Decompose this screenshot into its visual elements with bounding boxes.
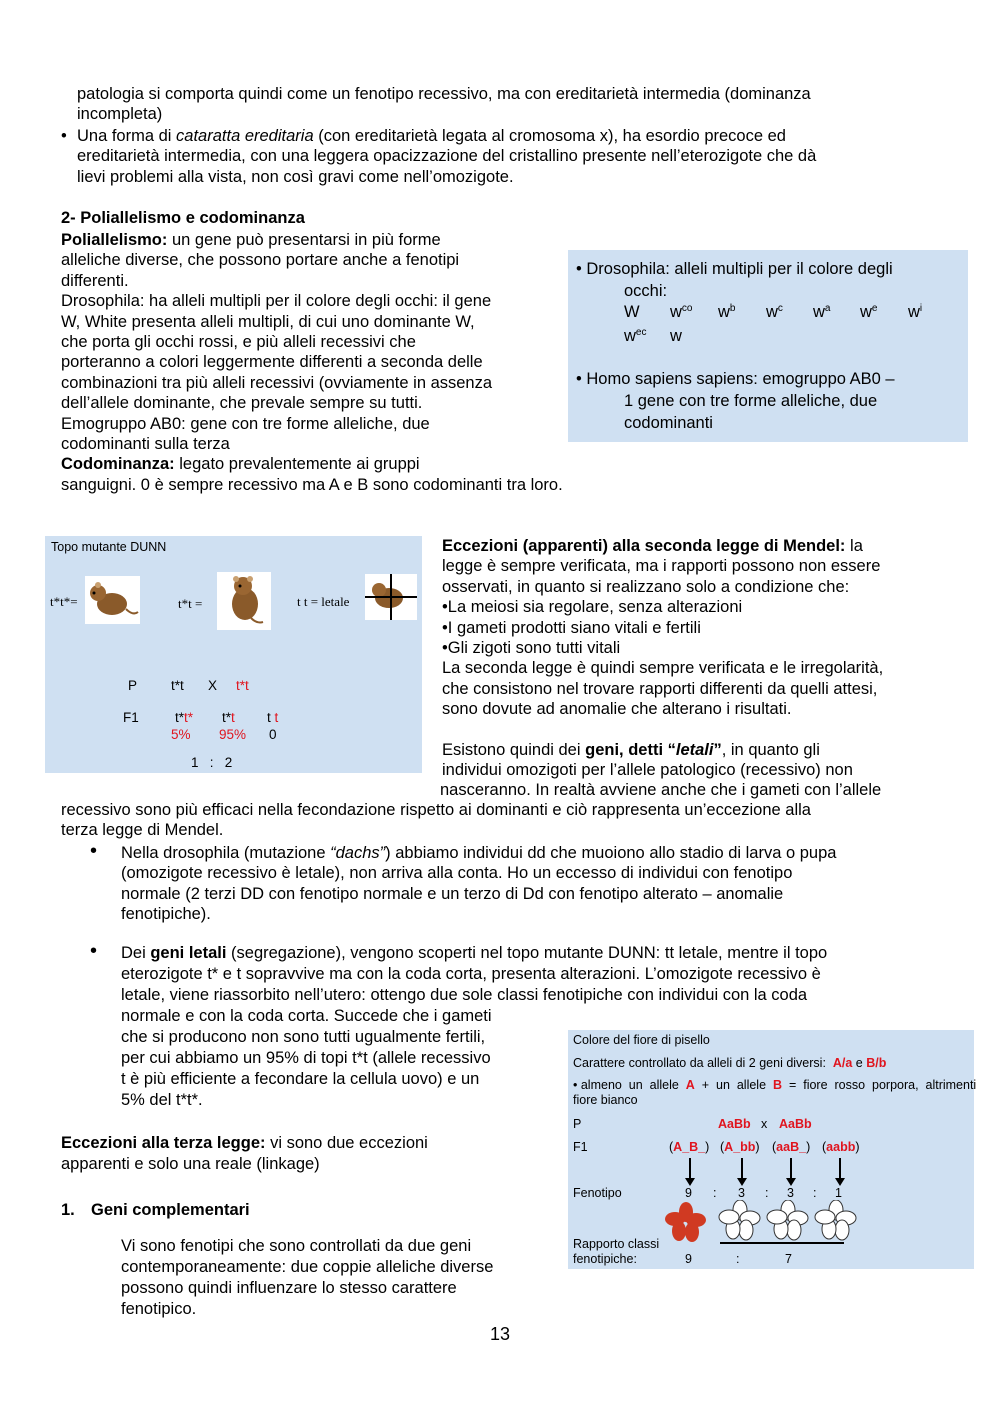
bullet-dunn: Dei geni letali (segregazione), vengono scoperti nel topo mutante DUNN: tt letale, mentre il topo eterozigote t* e t sopravvive ma con la coda corta, presenta alterazioni. L’omozigote recessivo è letale, viene riassorbito nell’utero: ottengo due sole classi fenotipiche con individui con la coda normale e con la coda corta. Succede che i gameti che si producono non sono tutti ugualmente fertili, per cui abbiamo un 95% di topi t*t (allele recessivo t è più efficiente a fecondare la cellula uovo) e un 5% del t*t*. xyxy=(121,944,828,1109)
box-line: 1 gene con tre forme alleliche, due xyxy=(624,392,878,410)
mouse-image xyxy=(217,572,271,630)
ratio-value: 9 xyxy=(685,1252,692,1266)
flower-icons xyxy=(664,1200,864,1244)
section2-body: Poliallelismo: un gene può presentarsi in più forme alleliche diverse, che possono portare anche a fenotipi differenti. Drosophila: ha alleli multipli per il colore degli occhi: il gene W, White presenta alleli multipli, di cui uno dominante W, che porta gli occhi rossi, e più alleli recessivi che porteranno a colori leggermente differenti a seconda delle combinazioni tra più alleli recessivi (ovviamente in assenza dell’allele dominante, che prevale sempre su tutti. Emogruppo AB0: gene con tre forme alleliche, due codominanti sulla terza Codominanza: legato prevalentemente ai gruppi sanguigni. 0 è sempre recessivo ma A e B sono codominanti tra loro. xyxy=(61,231,563,494)
white-flower-icon xyxy=(719,1200,760,1240)
ratio-value: : xyxy=(736,1252,740,1266)
mouse-image xyxy=(85,576,140,624)
f1-class: (aabb) xyxy=(822,1140,860,1154)
phenotype-value: 9 xyxy=(685,1186,692,1200)
box-line: Carattere controllato da alleli di 2 geni diversi: A/a e B/b xyxy=(573,1056,887,1070)
bullet-drosophila: Nella drosophila (mutazione “dachs”) abbiamo individui dd che muoiono allo stadio di larva o pupa (omozigote recessivo è letale), non arriva alla conta. Ho un eccesso di individui con fenotipo normale (2 terzi DD con fenotipo normale e un terzo di Dd con fenotipo alterato – anomalie fenotipiche). xyxy=(121,844,837,924)
allele: $w^{ec}$ xyxy=(624,327,647,345)
box-line: • Drosophila: alleli multipli per il colore degli xyxy=(576,260,893,278)
bullet-dot: • xyxy=(61,127,67,145)
mouse-dunn-box xyxy=(45,536,422,773)
mendel2-line: recessivo sono più efficaci nella fecondazione rispetto ai dominanti e ciò rappresenta un’eccezione alla xyxy=(61,801,811,819)
box-line: • Homo sapiens sapiens: emogruppo AB0 – xyxy=(576,370,895,388)
allele: w xyxy=(670,327,682,345)
f1-genotype: t t xyxy=(267,710,279,725)
phenotype-value: : xyxy=(813,1186,817,1200)
bullet-dot: • xyxy=(90,840,98,862)
intro-line: patologia si comporta quindi come un fenotipo recessivo, ma con ereditarietà intermedia (dominanza xyxy=(77,85,811,103)
list-number: 1. xyxy=(61,1201,75,1219)
f1-class: (A_bb) xyxy=(720,1140,760,1154)
allele: W xyxy=(624,303,640,321)
f1-label: F1 xyxy=(573,1140,588,1154)
phenotype-label: Fenotipo xyxy=(573,1186,622,1200)
f1-genotype: t*t* xyxy=(175,710,194,725)
genotype-label: t*t*= xyxy=(50,594,78,609)
phenotype-value: 3 xyxy=(738,1186,745,1200)
ratio-label: Rapporto classi fenotipiche: xyxy=(573,1237,660,1266)
f1-class: (A_B_) xyxy=(669,1140,710,1154)
phenotype-value: 3 xyxy=(787,1186,794,1200)
down-arrow-icon xyxy=(790,1158,792,1180)
box-title: Topo mutante DUNN xyxy=(51,540,167,554)
cross-parent: t*t xyxy=(236,678,249,693)
cross-parent: AaBb xyxy=(718,1117,751,1131)
box-line: fiore bianco xyxy=(573,1093,638,1107)
alleles-box xyxy=(568,250,968,442)
intro-bullet-line: Una forma di cataratta ereditaria (con ereditarietà legata al cromosoma x), ha esordio precoce ed xyxy=(77,127,786,145)
subsection-heading: Geni complementari xyxy=(91,1201,250,1219)
allele: $w^{co}$ xyxy=(670,303,693,321)
cross-parent: t*t xyxy=(171,678,184,693)
allele: $w^e$ xyxy=(860,303,878,321)
page-number: 13 xyxy=(490,1324,511,1344)
down-arrow-icon xyxy=(689,1158,691,1180)
cross-x: X xyxy=(208,678,218,693)
mendel3-intro: Eccezioni alla terza legge: vi sono due eccezioni apparenti e solo una reale (linkage) xyxy=(61,1134,428,1173)
box-line: • almeno un allele A + un allele B = fiore rosso porpora, altrimenti xyxy=(573,1078,977,1092)
red-flower-icon xyxy=(665,1202,706,1242)
intro-line: incompleta) xyxy=(77,105,163,124)
phenotype-value: 1 xyxy=(835,1186,842,1200)
flower-color-box xyxy=(568,1030,977,1269)
f1-percent: 5% xyxy=(171,727,191,742)
intro-bullet-line: lievi problemi alla vista, non così gravi come nell’omozigote. xyxy=(77,167,514,186)
allele: $w^c$ xyxy=(766,303,783,321)
bullet-dot: • xyxy=(90,940,98,962)
mendel2-line: terza legge di Mendel. xyxy=(61,821,224,839)
box-title: Colore del fiore di pisello xyxy=(573,1033,710,1047)
allele: $w^a$ xyxy=(813,303,831,321)
down-arrow-icon xyxy=(839,1158,841,1180)
phenotype-value: : xyxy=(765,1186,769,1200)
f1-percent: 95% xyxy=(219,727,247,742)
cross-p-label: P xyxy=(573,1117,582,1131)
white-flower-icon xyxy=(767,1200,808,1240)
section-heading: 2- Poliallelismo e codominanza xyxy=(61,209,305,227)
cross-parent: AaBb xyxy=(779,1117,812,1131)
f1-percent: 0 xyxy=(269,727,277,742)
box-line: codominanti xyxy=(624,414,713,432)
genotype-label: t t = letale xyxy=(297,594,350,609)
ratio: 1 : 2 xyxy=(191,755,233,770)
f1-class: (aaB_) xyxy=(772,1140,811,1154)
cross-x: x xyxy=(761,1117,768,1131)
white-flower-icon xyxy=(815,1200,856,1240)
grouping-line xyxy=(720,1242,844,1244)
genotype-label: t*t = xyxy=(178,596,203,611)
cross-p-label: P xyxy=(128,678,138,693)
mendel3-body: Vi sono fenotipi che sono controllati da due geni contemporaneamente: due coppie alleliche diverse possono quindi influenzare lo stesso carattere fenotipico. xyxy=(121,1237,494,1318)
box-line: occhi: xyxy=(624,282,668,300)
mendel2-line: nasceranno. In realtà avviene anche che i gameti con l’allele xyxy=(440,781,882,799)
dead-mouse-image xyxy=(365,574,417,620)
down-arrow-icon xyxy=(741,1158,743,1180)
phenotype-value: : xyxy=(713,1186,717,1200)
f1-genotype: t*t xyxy=(222,710,235,725)
allele: $w^b$ xyxy=(718,303,736,321)
mendel2-body: Eccezioni (apparenti) alla seconda legge di Mendel: la legge è sempre verificata, ma i rapporti possono non essere osservati, in quanto si realizzano solo a condizione che: •La meiosi sia regolare, senza alterazioni •I gameti prodotti siano vitali e fertili •Gli zigoti sono tutti vitali La seconda legge è quindi sempre verificata e le irregolarità, che consistono nel trovare rapporti differenti da quelli attesi, sono dovute ad anomalie che alterano i risultati. Esistono quindi dei geni, detti “letali”, in quanto gli individui omozigoti per l’allele patologico (recessivo) non xyxy=(442,537,884,780)
f1-label: F1 xyxy=(123,710,139,725)
ratio-value: 7 xyxy=(785,1252,792,1266)
intro-bullet-line: ereditarietà intermedia, con una leggera opacizzazione del cristallino presente nell’eterozigote che dà xyxy=(77,147,817,166)
allele: $w^i$ xyxy=(908,303,923,321)
